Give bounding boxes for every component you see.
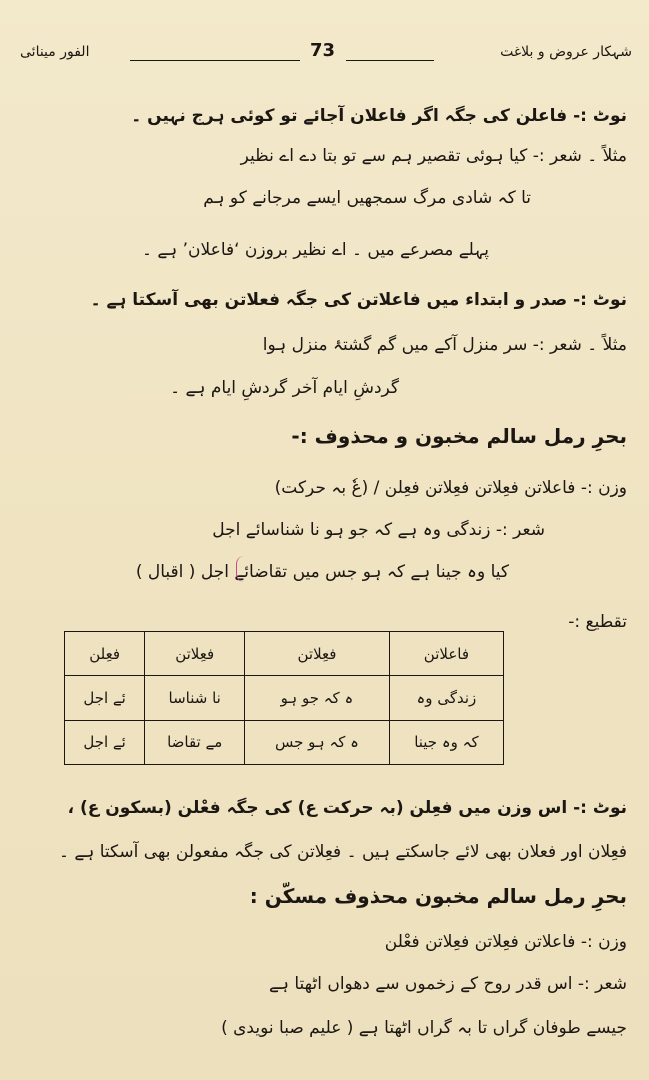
pencil-mark (236, 556, 247, 582)
table-header-cell: فعِلن (65, 632, 145, 676)
example-couplet-2-line-1: مثلاً ۔ شعر :- سر منزل آکے میں گم گشتۂ منزل ہوا (262, 335, 627, 355)
header-rule-right (346, 60, 434, 61)
table-cell: کہ وہ جینا (389, 720, 503, 764)
example-couplet-1-line-1: مثلاً ۔ شعر :- کیا ہوئی تقصیر ہم سے تو بتا دے اے نظیر (240, 146, 627, 166)
table-row (65, 720, 504, 764)
scansion-table (64, 631, 504, 765)
author-name: الفور مینائی (20, 44, 90, 60)
table-cell: نا شناسا (145, 676, 245, 720)
table-cell: مے تقاضا (145, 720, 245, 764)
scansion-label: تقطیع :- (568, 612, 627, 632)
page-header (20, 40, 632, 70)
section-heading-2: بحرِ رمل سالم مخبون محذوف مسکّن : (249, 884, 627, 908)
table-header-cell: فعِلاتن (245, 632, 390, 676)
table-cell: زندگی وہ (389, 676, 503, 720)
table-cell: ئے اجل (65, 720, 145, 764)
verse-2-line-1: شعر :- اس قدر روح کے زخموں سے دھواں اٹھتا ہے (269, 974, 627, 994)
note-3-line-1: نوٹ :- اس وزن میں فعِلن (بہ حرکت ع) کی جگہ فعْلن (بسکون ع) ، (67, 798, 627, 818)
first-hemistich-explanation: پہلے مصرعے میں ۔ اے نظیر بروزن ‘فاعلان’ ہے ۔ (141, 240, 489, 260)
table-header-cell: فعِلاتن (145, 632, 245, 676)
note-2: نوٹ :- صدر و ابتداء میں فاعلاتن کی جگہ فعلاتن بھی آسکتا ہے ۔ (90, 290, 627, 310)
page-number: 73 (310, 40, 336, 61)
table-cell: ئے اجل (65, 676, 145, 720)
example-couplet-2-line-2: گردشِ ایام آخر گردشِ ایام ہے ۔ (170, 378, 399, 398)
verse-2-line-2: جیسے طوفان گراں تا بہ گراں اٹھتا ہے ( علیم صبا نویدی ) (221, 1018, 627, 1038)
table-cell: ہ کہ ہو جس (245, 720, 390, 764)
meter-scheme-2: وزن :- فاعلاتن فعِلاتن فعِلاتن فعْلن (384, 932, 627, 952)
section-heading-1: بحرِ رمل سالم مخبون و محذوف :- (291, 424, 627, 448)
table-header-row (65, 632, 504, 676)
verse-1-line-1: شعر :- زندگی وہ ہے کہ جو ہو نا شناسائے اجل (212, 520, 545, 540)
table-header-cell: فاعلاتن (389, 632, 503, 676)
example-couplet-1-line-2: تا کہ شادی مرگ سمجھیں ایسے مرجانے کو ہم (203, 188, 531, 208)
header-rule-left (130, 60, 300, 61)
note-1: نوٹ :- فاعلن کی جگہ اگر فاعلان آجائے تو کوئی ہرج نہیں ۔ (131, 106, 627, 126)
book-title: شہکار عروض و بلاغت (500, 44, 632, 60)
table-row (65, 676, 504, 720)
verse-1-line-2: کیا وہ جینا ہے کہ ہو جس میں تقاضائے اجل ( اقبال ) (135, 562, 509, 582)
meter-scheme-1: وزن :- فاعلاتن فعِلاتن فعِلاتن فعِلن / (عٗ بہ حرکت) (274, 478, 627, 498)
note-3-line-2: فعِلان اور فعلان بھی لائے جاسکتے ہیں ۔ فعِلاتن کی جگہ مفعولن بھی آسکتا ہے ۔ (59, 842, 627, 862)
table-cell: ہ کہ جو ہو (245, 676, 390, 720)
